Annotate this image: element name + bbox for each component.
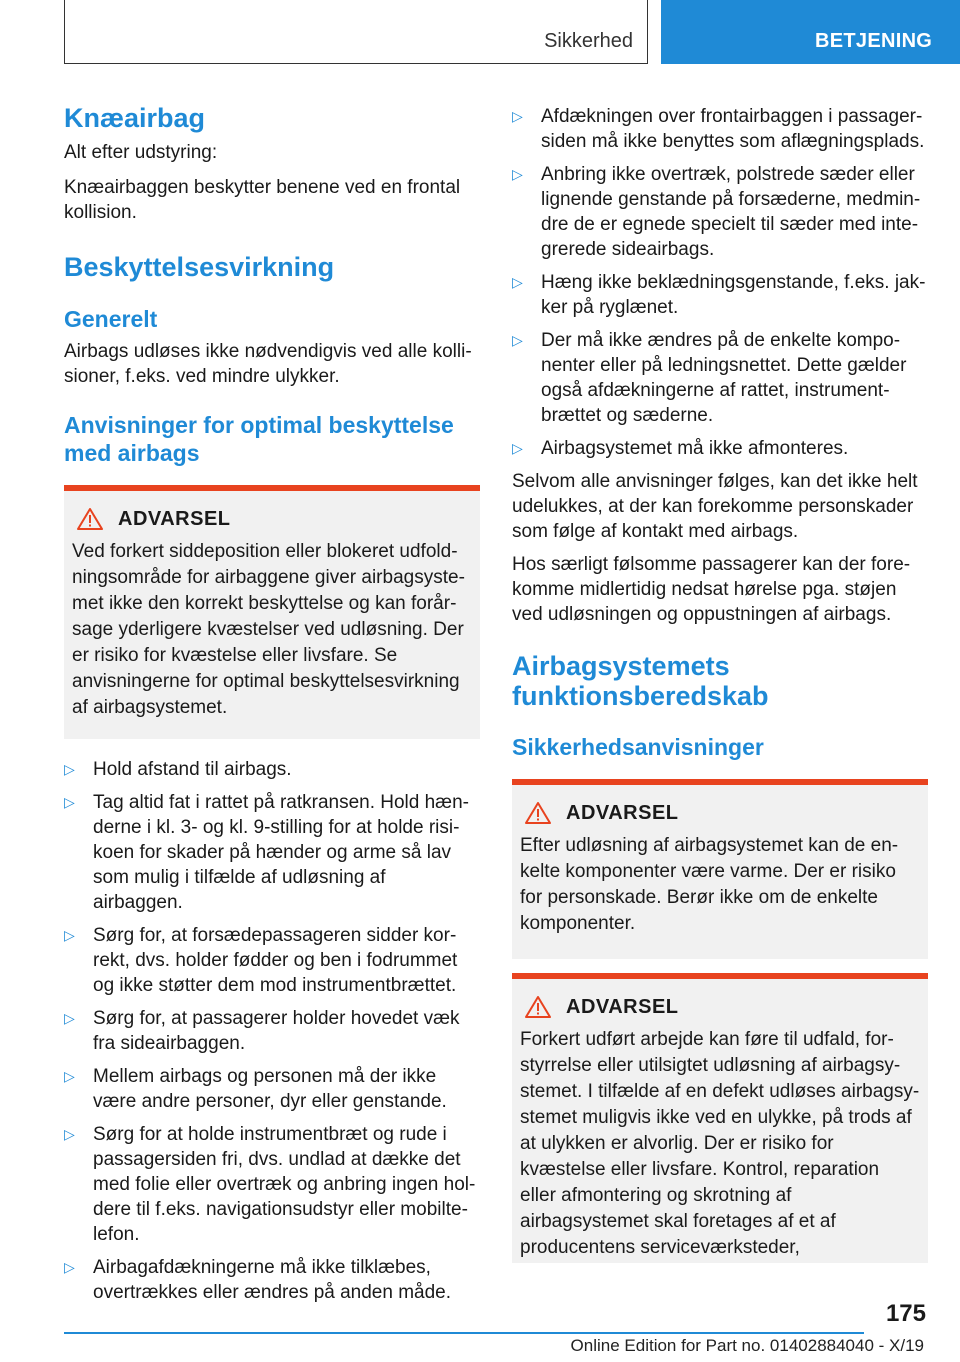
bullet-triangle-icon: ▷: [512, 440, 523, 456]
intro-line-1: Alt efter udstyring:: [64, 142, 218, 163]
header-chapter-label: BETJENING: [815, 30, 933, 52]
safety-list-left: [64, 757, 480, 1305]
list-item: ▷ Airbagafdækningerne må ikke tilklæbes, overtrækkes eller ændres på anden måde.: [64, 1257, 452, 1303]
right-column: [512, 104, 928, 1263]
warning-box-1: [64, 485, 480, 739]
warning-text: Forkert udført arbejde kan føre til udfald, forstyrrelse eller utilsigtet udløsning af airbagsystemet. I tilfælde af en defekt udløses airbagsystemet muligvis ikke ved en ulykke, på trods af at ulykken er alvorlig. Der er risiko for kvæstelse eller livsfare. Kontrol, reparation eller afmontering og skrotning af airbagsystemet skal foretages af et af producentens serviceværksteder,: [520, 1029, 920, 1258]
bullet-triangle-icon: ▷: [512, 332, 523, 348]
list-item: ▷ Sørg for at holde instrumentbræt og rude i passagersiden fri, dvs. undlad at dække det med folie eller overtræk og anbring ingen holdere til f.eks. navigationsudstyr eller mobiltelefon.: [64, 1124, 476, 1245]
footer-divider: [64, 1332, 864, 1334]
header-chapter-tab[interactable]: [661, 0, 960, 64]
subheading-anvisninger: Anvisninger for optimal beskyttelse med airbags: [64, 412, 454, 466]
list-item: ▷ Der må ikke ændres på de enkelte komponenter eller på ledningsnettet. Dette gælder også afdækningerne af rattet, instrumentbrættet og sæderne.: [512, 330, 907, 426]
bullet-triangle-icon: ▷: [512, 108, 523, 124]
warning-box-3: [512, 973, 928, 1263]
warning-triangle-icon: [524, 801, 552, 825]
heading-beskyttelse: Beskyttelsesvirkning: [64, 252, 335, 282]
page-number: 175: [885, 1300, 926, 1327]
list-item: ▷ Hæng ikke beklædningsgenstande, f.eks. jakker på ryglænet.: [512, 272, 926, 318]
bullet-triangle-icon: ▷: [512, 274, 523, 290]
paragraph-1: Selvom alle anvisninger følges, kan det ikke helt udelukkes, at der kan forekomme personskader som følge af kontakt med airbags.: [512, 471, 918, 542]
list-item: ▷ Mellem airbags og personen må der ikke være andre personer, dyr eller genstande.: [64, 1066, 447, 1112]
header-section-title: Sikkerhed: [544, 30, 633, 52]
paragraph-2: Hos særligt følsomme passagerer kan der forekomme midlertidig nedsat hørelse pga. støjen ved udløsningen og oppustningen af airbags.: [512, 554, 911, 625]
list-item: ▷ Hold afstand til airbags.: [64, 759, 292, 780]
warning-label: ADVARSEL: [566, 995, 679, 1018]
list-item: ▷ Sørg for, at passagerer holder hovedet væk fra sideairbaggen.: [64, 1008, 460, 1054]
list-item: ▷ Afdækningen over frontairbaggen i passagersiden må ikke benyttes som aflægningsplads.: [512, 106, 925, 152]
section-title: Knæairbag: [64, 103, 206, 133]
intro-line-2: Knæairbaggen beskytter benene ved en frontal kollision.: [64, 177, 461, 223]
list-item: ▷ Tag altid fat i rattet på ratkransen. Hold hænderne i kl. 3- og kl. 9-stilling for at holde risikoen for skader på hænder og arme så lav som mulig i tilfælde af udløsning af airbaggen.: [64, 792, 469, 913]
subheading-generelt: Generelt: [64, 306, 158, 332]
list-item: ▷ Sørg for, at forsædepassageren sidder korrekt, dvs. holder fødder og ben i fodrummet og ikke støtter dem mod instrumentbrættet.: [64, 925, 458, 996]
generelt-text: Airbags udløses ikke nødvendigvis ved alle kollisioner, f.eks. ved mindre ulykker.: [64, 341, 472, 387]
heading-funktionsberedskab: Airbagsystemets funktionsberedskab: [512, 651, 769, 711]
left-column: [64, 100, 480, 1313]
bullet-triangle-icon: ▷: [64, 761, 75, 777]
warning-box-2: [512, 779, 928, 959]
bullet-triangle-icon: ▷: [512, 166, 523, 182]
warning-label: ADVARSEL: [566, 801, 679, 824]
header-frame: [64, 0, 648, 64]
bullet-triangle-icon: ▷: [64, 1259, 75, 1275]
bullet-triangle-icon: ▷: [64, 927, 75, 943]
bullet-triangle-icon: ▷: [64, 794, 75, 810]
bullet-triangle-icon: ▷: [64, 1010, 75, 1026]
bullet-triangle-icon: ▷: [64, 1126, 75, 1142]
subheading-sikkerhed: Sikkerhedsanvisninger: [512, 734, 764, 760]
warning-text: Efter udløsning af airbagsystemet kan de enkelte komponenter være varme. Der er risiko for personskade. Berør ikke om de enkelte komponenter.: [520, 835, 899, 934]
list-item: ▷ Anbring ikke overtræk, polstrede sæder eller lignende genstande på forsæderne, medmindre de er egnede specielt til sæder med integrerede sideairbags.: [512, 164, 921, 260]
warning-text: Ved forkert siddeposition eller blokeret udfoldningsområde for airbaggene giver airbagsystemet ikke den korrekt beskyttelse og kan forårsage yderligere kvæstelser ved udløsning. Der er risiko for kvæstelse eller livsfare. Se anvisningerne for optimal beskyttelsesvirkning af airbagsystemet.: [72, 541, 465, 718]
warning-label: ADVARSEL: [118, 507, 231, 530]
warning-triangle-icon: [524, 995, 552, 1019]
warning-triangle-icon: [76, 507, 104, 531]
safety-list-right: [512, 104, 928, 461]
bullet-triangle-icon: ▷: [64, 1068, 75, 1084]
footer-edition: Online Edition for Part no. 01402884040 - X/19: [570, 1336, 924, 1355]
list-item: ▷ Airbagsystemet må ikke afmonteres.: [512, 438, 849, 459]
